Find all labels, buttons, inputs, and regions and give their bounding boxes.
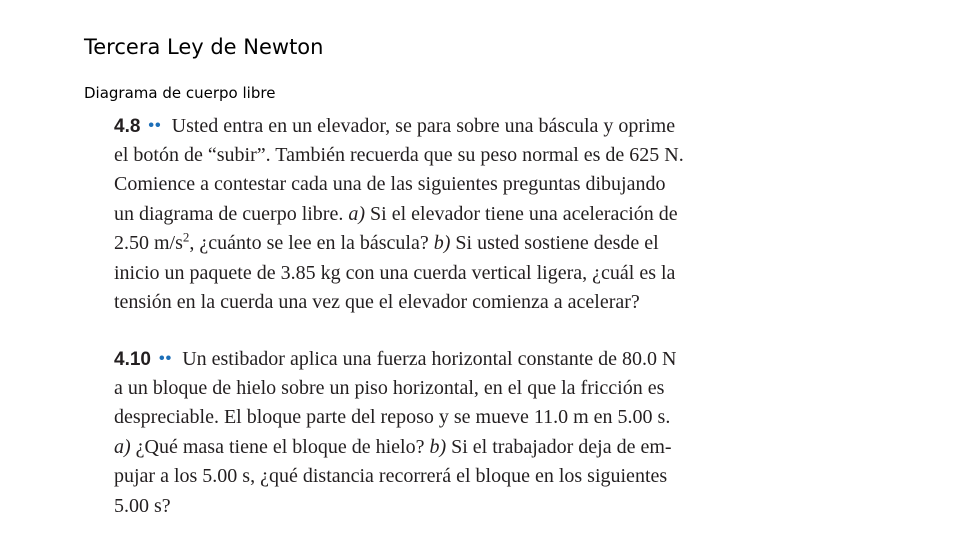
- part-label: b): [429, 435, 447, 458]
- problem-text: , ¿cuánto se lee en la báscula?: [189, 232, 429, 254]
- problem-line: [114, 433, 802, 463]
- problem-line: a un bloque de hielo sobre un piso horizontal, en el que la fricción es: [114, 376, 665, 399]
- problem-line: [114, 229, 786, 259]
- problem-line: inicio un paquete de 3.85 kg con una cuerda vertical ligera, ¿cuál es la: [114, 261, 676, 284]
- problem-text: Si el elevador tiene una aceleración de: [370, 202, 678, 225]
- problem-number: 4.8: [114, 116, 141, 137]
- exponent: 2: [182, 229, 190, 245]
- difficulty-dots-icon: ••: [148, 117, 162, 134]
- slide-subtitle: Diagrama de cuerpo libre: [84, 84, 276, 102]
- problem-line: despreciable. El bloque parte del reposo y se mueve 11.0 m en 5.00 s.: [114, 406, 671, 428]
- problem-4-10: [114, 344, 802, 521]
- problem-text: 2.50 m/s: [114, 232, 183, 254]
- part-label: b): [433, 232, 451, 254]
- problem-line: [114, 111, 786, 141]
- slide-title: Tercera Ley de Newton: [84, 35, 324, 59]
- problem-text: Un estibador aplica una fuerza horizontal constante de 80.0 N: [182, 348, 677, 370]
- problem-text: Usted entra en un elevador, se para sobre una báscula y oprime: [171, 115, 676, 137]
- part-label: a): [114, 435, 131, 458]
- difficulty-dots-icon: ••: [158, 350, 173, 367]
- part-label: a): [348, 202, 366, 225]
- problem-line: [114, 200, 786, 230]
- problem-4-8: [114, 111, 786, 318]
- problem-line: pujar a los 5.00 s, ¿qué distancia recorrerá el bloque en los siguientes: [114, 465, 668, 487]
- problem-text: Si usted sostiene desde el: [455, 232, 659, 254]
- problem-line: [114, 344, 802, 374]
- problem-number: 4.10: [114, 349, 151, 370]
- problem-text: Si el trabajador deja de em-: [451, 435, 672, 458]
- problem-text: ¿Qué masa tiene el bloque de hielo?: [135, 435, 425, 458]
- problem-line: el botón de “subir”. También recuerda que su peso normal es de 625 N.: [114, 143, 684, 166]
- problem-line: Comience a contestar cada una de las siguientes preguntas dibujando: [114, 173, 666, 195]
- problem-line: tensión en la cuerda una vez que el elevador comienza a acelerar?: [114, 291, 640, 313]
- problem-text: un diagrama de cuerpo libre.: [114, 202, 344, 225]
- problem-line: 5.00 s?: [114, 494, 171, 517]
